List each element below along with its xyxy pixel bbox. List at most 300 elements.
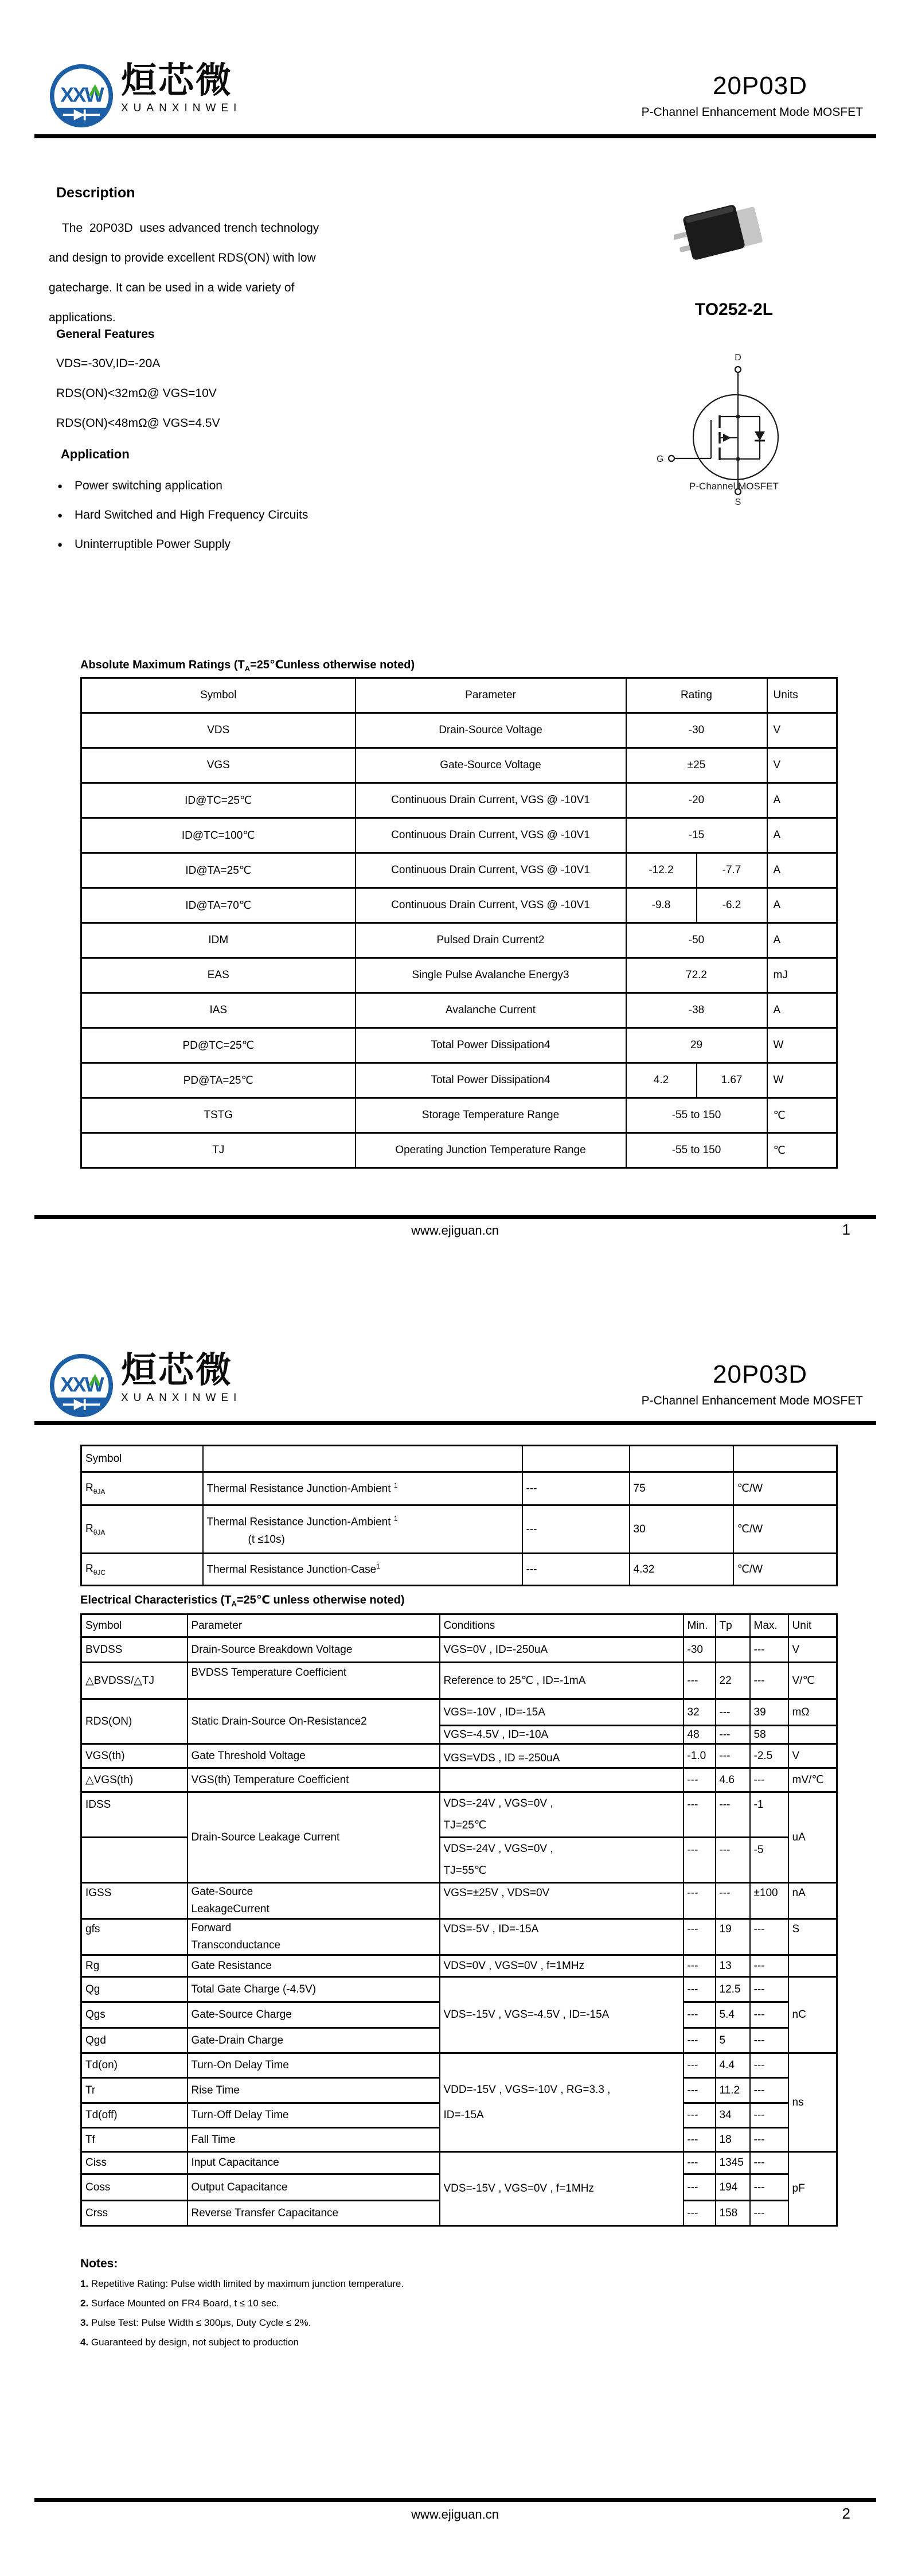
cell: Tf — [81, 2128, 188, 2152]
footer-rule — [34, 1215, 876, 1219]
cell: Forward Transconductance — [188, 1919, 440, 1955]
header-cell: Min. — [684, 1614, 716, 1637]
header-cell: Parameter — [188, 1614, 440, 1637]
cell: 4.6 — [716, 1768, 750, 1792]
table-row — [81, 1883, 837, 1919]
header-cell: Max. — [750, 1614, 788, 1637]
cell: 32 — [684, 1699, 716, 1726]
cell: Operating Junction Temperature Range — [356, 1133, 626, 1168]
note-item: 3. Pulse Test: Pulse Width ≤ 300μs, Duty Cycle ≤ 2%. — [80, 2317, 311, 2328]
application-item: ● Power switching application — [57, 472, 608, 501]
cell: Td(on) — [81, 2053, 188, 2078]
cell: gfs — [81, 1919, 188, 1955]
table-row — [81, 1663, 837, 1699]
cell: 1345 — [716, 2152, 750, 2174]
cell: Fall Time — [188, 2128, 440, 2152]
cell: A — [767, 853, 837, 888]
cell: $R_{\theta JA}$ — [81, 1472, 203, 1505]
cell: --- — [750, 1955, 788, 1977]
cell: 75 — [630, 1472, 733, 1505]
cell: Qg — [81, 1977, 188, 2002]
cell: -9.8 — [626, 888, 697, 923]
cell: $R_{\theta JA}$ — [81, 1505, 203, 1554]
pin-label-drain: D — [735, 353, 741, 363]
cell: PD@TA=25℃ — [81, 1063, 356, 1098]
table-row — [81, 1768, 837, 1792]
general-features-list — [56, 349, 607, 438]
cell: --- — [684, 1955, 716, 1977]
cell: PD@TC=25℃ — [81, 1028, 356, 1063]
description-line: gatecharge. It can be used in a wide variety of — [49, 281, 295, 294]
table-row — [81, 1614, 837, 1637]
doc-subtitle: P-Channel Enhancement Mode MOSFET — [641, 106, 863, 119]
cell: BVDSS — [81, 1637, 188, 1663]
notes-heading: Notes: — [80, 2257, 118, 2270]
company-name-cn: 烜芯微 — [121, 61, 233, 100]
cell: Ciss — [81, 2152, 188, 2174]
cell: Gate Resistance — [188, 1955, 440, 1977]
table-row — [81, 853, 837, 888]
cell: VGS — [81, 748, 356, 783]
cell: 72.2 — [626, 958, 767, 993]
header-cell: Tp — [716, 1614, 750, 1637]
cell: Output Capacitance — [188, 2174, 440, 2201]
pin-label-source: S — [735, 497, 741, 507]
table-row — [81, 1133, 837, 1168]
table-row — [81, 1955, 837, 1977]
table-row — [81, 1977, 837, 2002]
cell: --- — [684, 2174, 716, 2201]
cell: ID@TC=100℃ — [81, 818, 356, 853]
cell: Input Capacitance — [188, 2152, 440, 2174]
cell: IGSS — [81, 1883, 188, 1919]
cell: --- — [716, 1792, 750, 1838]
cell: Gate-Source Voltage — [356, 748, 626, 783]
cell: -38 — [626, 993, 767, 1028]
cell: --- — [522, 1505, 630, 1554]
header-cell: Symbol — [81, 678, 356, 713]
application-item: ● Uninterruptible Power Supply — [57, 530, 608, 559]
cell: 1.67 — [697, 1063, 767, 1098]
table-row — [81, 1028, 837, 1063]
header-cell: Unit — [788, 1614, 837, 1637]
brand-logo-icon — [49, 63, 114, 129]
company-name-en: XUANXINWEI — [121, 1392, 242, 1404]
cell: Qgs — [81, 2002, 188, 2028]
header-cell: Symbol — [81, 1614, 188, 1637]
application-item: ● Hard Switched and High Frequency Circuits — [57, 501, 608, 530]
cell: △BVDSS/△TJ — [81, 1663, 188, 1699]
cell: --- — [684, 1768, 716, 1792]
cell: mJ — [767, 958, 837, 993]
cell: --- — [750, 2152, 788, 2174]
cell: VDS=-24V , VGS=0V , TJ=25℃ — [440, 1792, 684, 1838]
cell: △VGS(th) — [81, 1768, 188, 1792]
table-row — [81, 1792, 837, 1838]
cell: ±25 — [626, 748, 767, 783]
cell: ns — [788, 2053, 837, 2152]
footer-url: www.ejiguan.cn — [411, 2507, 499, 2521]
cell: Continuous Drain Current, VGS @ -10V1 — [356, 853, 626, 888]
table-row — [81, 1637, 837, 1663]
description-line: and design to provide excellent RDS(ON) with low — [49, 251, 316, 264]
cell: Turn-On Delay Time — [188, 2053, 440, 2078]
bullet-icon: ● — [57, 511, 63, 520]
cell: --- — [750, 1663, 788, 1699]
cell: Storage Temperature Range — [356, 1098, 626, 1133]
cell: VGS=-10V , ID=-15A — [440, 1699, 684, 1726]
svg-text:XXW: XXW — [60, 83, 103, 107]
header-cell — [733, 1446, 837, 1472]
cell: Tr — [81, 2078, 188, 2103]
cell: IAS — [81, 993, 356, 1028]
cell: -50 — [626, 923, 767, 958]
table-row — [81, 958, 837, 993]
cell: Thermal Resistance Junction-Case$^1$ — [203, 1554, 522, 1586]
application-heading: Application — [61, 447, 130, 461]
cell: Gate-Source LeakageCurrent — [188, 1883, 440, 1919]
cell: ℃/W — [733, 1472, 837, 1505]
table-row — [81, 993, 837, 1028]
cell: 4.4 — [716, 2053, 750, 2078]
footer-rule — [34, 2498, 876, 2502]
header-rule — [34, 134, 876, 138]
note-item: 4. Guaranteed by design, not subject to production — [80, 2337, 299, 2348]
cell: --- — [684, 2028, 716, 2053]
cell: 30 — [630, 1505, 733, 1554]
table-row — [81, 783, 837, 818]
table-row — [81, 1063, 837, 1098]
header-cell — [630, 1446, 733, 1472]
cell: VGS=0V , ID=-250uA — [440, 1637, 684, 1663]
cell: 5.4 — [716, 2002, 750, 2028]
cell: --- — [684, 2078, 716, 2103]
cell: --- — [684, 2103, 716, 2128]
notes-list — [80, 2274, 768, 2352]
cell: --- — [750, 1919, 788, 1955]
cell: 18 — [716, 2128, 750, 2152]
cell: Total Gate Charge (-4.5V) — [188, 1977, 440, 2002]
cell: 13 — [716, 1955, 750, 1977]
elec-title: Electrical Characteristics ($T_A=25℃$ unless otherwise noted) — [80, 1594, 405, 1608]
page-number: 1 — [842, 1221, 850, 1238]
cell: --- — [716, 1883, 750, 1919]
cell: VDS=0V , VGS=0V , f=1MHz — [440, 1955, 684, 1977]
table-row — [81, 2053, 837, 2078]
cell: 5 — [716, 2028, 750, 2053]
table-row — [81, 713, 837, 748]
table-row — [81, 1699, 837, 1726]
cell: mV/℃ — [788, 1768, 837, 1792]
cell: Rise Time — [188, 2078, 440, 2103]
cell: --- — [522, 1472, 630, 1505]
cell: -15 — [626, 818, 767, 853]
table-row — [81, 1744, 837, 1768]
cell: 19 — [716, 1919, 750, 1955]
cell: --- — [750, 1977, 788, 2002]
brand-names — [121, 1353, 241, 1404]
cell: Crss — [81, 2201, 188, 2226]
cell — [716, 1637, 750, 1663]
header-cell: Rating — [626, 678, 767, 713]
cell: 11.2 — [716, 2078, 750, 2103]
cell: --- — [750, 2028, 788, 2053]
cell: A — [767, 783, 837, 818]
cell: --- — [750, 1768, 788, 1792]
cell: Drain-Source Breakdown Voltage — [188, 1637, 440, 1663]
cell: --- — [716, 1744, 750, 1768]
cell: 48 — [684, 1726, 716, 1744]
feature-item: RDS(ON)<32mΩ@ VGS=10V — [56, 387, 217, 400]
cell: A — [767, 888, 837, 923]
brand-names — [121, 63, 241, 115]
cell: ID@TA=70℃ — [81, 888, 356, 923]
cell: Qgd — [81, 2028, 188, 2053]
bullet-icon: ● — [57, 481, 63, 491]
cell: Gate-Source Charge — [188, 2002, 440, 2028]
cell: --- — [522, 1554, 630, 1586]
cell: VDS=-24V , VGS=0V , TJ=55℃ — [440, 1838, 684, 1883]
cell: VDS=-5V , ID=-15A — [440, 1919, 684, 1955]
cell: W — [767, 1063, 837, 1098]
cell: ℃/W — [733, 1505, 837, 1554]
cell: ℃ — [767, 1133, 837, 1168]
cell: V — [767, 713, 837, 748]
table-row — [81, 818, 837, 853]
cell: IDM — [81, 923, 356, 958]
cell: Reverse Transfer Capacitance — [188, 2201, 440, 2226]
company-name-cn: 烜芯微 — [121, 1351, 233, 1390]
cell: S — [788, 1919, 837, 1955]
cell: VDD=-15V , VGS=-10V , RG=3.3 , ID=-15A — [440, 2053, 684, 2152]
description-heading: Description — [56, 185, 135, 201]
header-cell: Conditions — [440, 1614, 684, 1637]
cell: -2.5 — [750, 1744, 788, 1768]
cell: 194 — [716, 2174, 750, 2201]
cell: pF — [788, 2152, 837, 2226]
cell: IDSS — [81, 1792, 188, 1838]
cell: -5 — [750, 1838, 788, 1883]
cell: Drain-Source Leakage Current — [188, 1792, 440, 1883]
bullet-icon: ● — [57, 540, 63, 550]
cell: Continuous Drain Current, VGS @ -10V1 — [356, 818, 626, 853]
doc-title-block — [642, 1362, 863, 1408]
feature-item: RDS(ON)<48mΩ@ VGS=4.5V — [56, 417, 220, 430]
cell: --- — [684, 1838, 716, 1883]
symbol-caption: P-Channel MOSFET — [689, 481, 779, 492]
cell: -1 — [750, 1792, 788, 1838]
footer-url: www.ejiguan.cn — [411, 1223, 499, 1238]
package-name: TO252-2L — [694, 300, 774, 319]
cell: Td(off) — [81, 2103, 188, 2128]
cell: ID@TC=25℃ — [81, 783, 356, 818]
table-row — [81, 1505, 837, 1554]
note-item: 1. Repetitive Rating: Pulse width limited by maximum junction temperature. — [80, 2278, 404, 2289]
cell: --- — [684, 2128, 716, 2152]
cell: ID@TA=25℃ — [81, 853, 356, 888]
brand-logo-icon — [49, 1353, 114, 1418]
cell: Reference to 25℃ , ID=-1mA — [440, 1663, 684, 1699]
cell: A — [767, 993, 837, 1028]
cell: --- — [684, 1883, 716, 1919]
cell: -6.2 — [697, 888, 767, 923]
application-list — [57, 472, 608, 559]
cell: Total Power Dissipation4 — [356, 1063, 626, 1098]
package-photo — [674, 201, 774, 267]
cell: --- — [684, 1663, 716, 1699]
cell: Avalanche Current — [356, 993, 626, 1028]
brand-header — [49, 1353, 241, 1418]
cell: 29 — [626, 1028, 767, 1063]
cell: V — [767, 748, 837, 783]
cell: --- — [750, 2103, 788, 2128]
cell: 34 — [716, 2103, 750, 2128]
cell: ℃/W — [733, 1554, 837, 1586]
cell: Gate-Drain Charge — [188, 2028, 440, 2053]
cell — [788, 1726, 837, 1744]
part-number: 20P03D — [712, 72, 807, 100]
cell: Thermal Resistance Junction-Ambient $^1$ (t ≤10s) — [203, 1505, 522, 1554]
table-row — [81, 888, 837, 923]
cell: --- — [684, 2053, 716, 2078]
brand-header — [49, 63, 241, 129]
cell: Continuous Drain Current, VGS @ -10V1 — [356, 783, 626, 818]
cell: VGS(th) — [81, 1744, 188, 1768]
cell: --- — [750, 2053, 788, 2078]
header-cell: Units — [767, 678, 837, 713]
cell: mΩ — [788, 1699, 837, 1726]
cell: -55 to 150 — [626, 1133, 767, 1168]
cell: -12.2 — [626, 853, 697, 888]
cell: VDS — [81, 713, 356, 748]
cell: Coss — [81, 2174, 188, 2201]
header-rule — [34, 1421, 876, 1425]
cell: --- — [750, 2201, 788, 2226]
cell: Turn-Off Delay Time — [188, 2103, 440, 2128]
cell: Total Power Dissipation4 — [356, 1028, 626, 1063]
cell — [440, 1768, 684, 1792]
cell: VGS=VDS , ID =-250uA — [440, 1744, 684, 1768]
note-item: 2. Surface Mounted on FR4 Board, t ≤ 10 sec. — [80, 2298, 279, 2309]
header-cell: Parameter — [356, 678, 626, 713]
cell: --- — [684, 1919, 716, 1955]
table-row — [81, 1472, 837, 1505]
cell: 39 — [750, 1699, 788, 1726]
thermal-table — [80, 1445, 838, 1586]
table-row — [81, 1919, 837, 1955]
cell: --- — [684, 2201, 716, 2226]
cell: --- — [716, 1726, 750, 1744]
cell: A — [767, 923, 837, 958]
cell: 58 — [750, 1726, 788, 1744]
table-row — [81, 748, 837, 783]
feature-item: VDS=-30V,ID=-20A — [56, 357, 161, 370]
cell: nA — [788, 1883, 837, 1919]
description-paragraph — [49, 213, 599, 333]
abs-max-title: Absolute Maximum Ratings ($T_A=25℃unless$ otherwise noted) — [80, 659, 415, 673]
cell: RDS(ON) — [81, 1699, 188, 1744]
part-number: 20P03D — [712, 1360, 807, 1388]
cell: BVDSS Temperature Coefficient — [188, 1663, 440, 1699]
cell: Rg — [81, 1955, 188, 1977]
description-line: The 20P03D uses advanced trench technology — [49, 221, 319, 235]
cell: --- — [750, 2174, 788, 2201]
cell: V — [788, 1637, 837, 1663]
cell: Continuous Drain Current, VGS @ -10V1 — [356, 888, 626, 923]
cell: --- — [684, 1792, 716, 1838]
svg-text:XXW: XXW — [60, 1372, 103, 1396]
cell: ±100 — [750, 1883, 788, 1919]
cell: 4.32 — [630, 1554, 733, 1586]
cell: W — [767, 1028, 837, 1063]
table-row — [81, 1098, 837, 1133]
general-features-heading: General Features — [56, 328, 155, 341]
cell: --- — [716, 1699, 750, 1726]
cell: --- — [750, 2002, 788, 2028]
table-row — [81, 923, 837, 958]
cell: 158 — [716, 2201, 750, 2226]
page-number: 2 — [842, 2505, 850, 2522]
cell: A — [767, 818, 837, 853]
cell: Static Drain-Source On-Resistance2 — [188, 1699, 440, 1744]
cell: ℃ — [767, 1098, 837, 1133]
cell: 4.2 — [626, 1063, 697, 1098]
header-cell — [522, 1446, 630, 1472]
cell: VDS=-15V , VGS=0V , f=1MHz — [440, 2152, 684, 2226]
table-row — [81, 1446, 837, 1472]
cell: Drain-Source Voltage — [356, 713, 626, 748]
cell: Thermal Resistance Junction-Ambient $^1$ — [203, 1472, 522, 1505]
cell — [788, 1955, 837, 1977]
doc-title-block — [642, 73, 863, 119]
cell: Pulsed Drain Current2 — [356, 923, 626, 958]
description-line: applications. — [49, 311, 116, 324]
doc-subtitle: P-Channel Enhancement Mode MOSFET — [641, 1394, 863, 1407]
cell — [81, 1838, 188, 1883]
cell: nC — [788, 1977, 837, 2053]
header-cell — [203, 1446, 522, 1472]
elec-table — [80, 1613, 838, 2227]
abs-max-table — [80, 677, 838, 1169]
cell: -55 to 150 — [626, 1098, 767, 1133]
cell: VGS=±25V , VDS=0V — [440, 1883, 684, 1919]
cell: TJ — [81, 1133, 356, 1168]
cell: VDS=-15V , VGS=-4.5V , ID=-15A — [440, 1977, 684, 2053]
cell: VGS=-4.5V , ID=-10A — [440, 1726, 684, 1744]
cell: --- — [716, 1838, 750, 1883]
cell: EAS — [81, 958, 356, 993]
cell: TSTG — [81, 1098, 356, 1133]
cell: 12.5 — [716, 1977, 750, 2002]
pin-label-gate: G — [657, 454, 664, 464]
cell: -7.7 — [697, 853, 767, 888]
header-cell: Symbol — [81, 1446, 203, 1472]
cell: --- — [750, 2128, 788, 2152]
cell: --- — [684, 2002, 716, 2028]
table-row — [81, 1554, 837, 1586]
cell: --- — [684, 2152, 716, 2174]
cell: -30 — [684, 1637, 716, 1663]
company-name-en: XUANXINWEI — [121, 102, 242, 114]
cell: -1.0 — [684, 1744, 716, 1768]
table-row — [81, 2152, 837, 2174]
cell: VGS(th) Temperature Coefficient — [188, 1768, 440, 1792]
cell: -20 — [626, 783, 767, 818]
cell: V — [788, 1744, 837, 1768]
cell: Single Pulse Avalanche Energy3 — [356, 958, 626, 993]
cell: --- — [684, 1977, 716, 2002]
cell: -30 — [626, 713, 767, 748]
